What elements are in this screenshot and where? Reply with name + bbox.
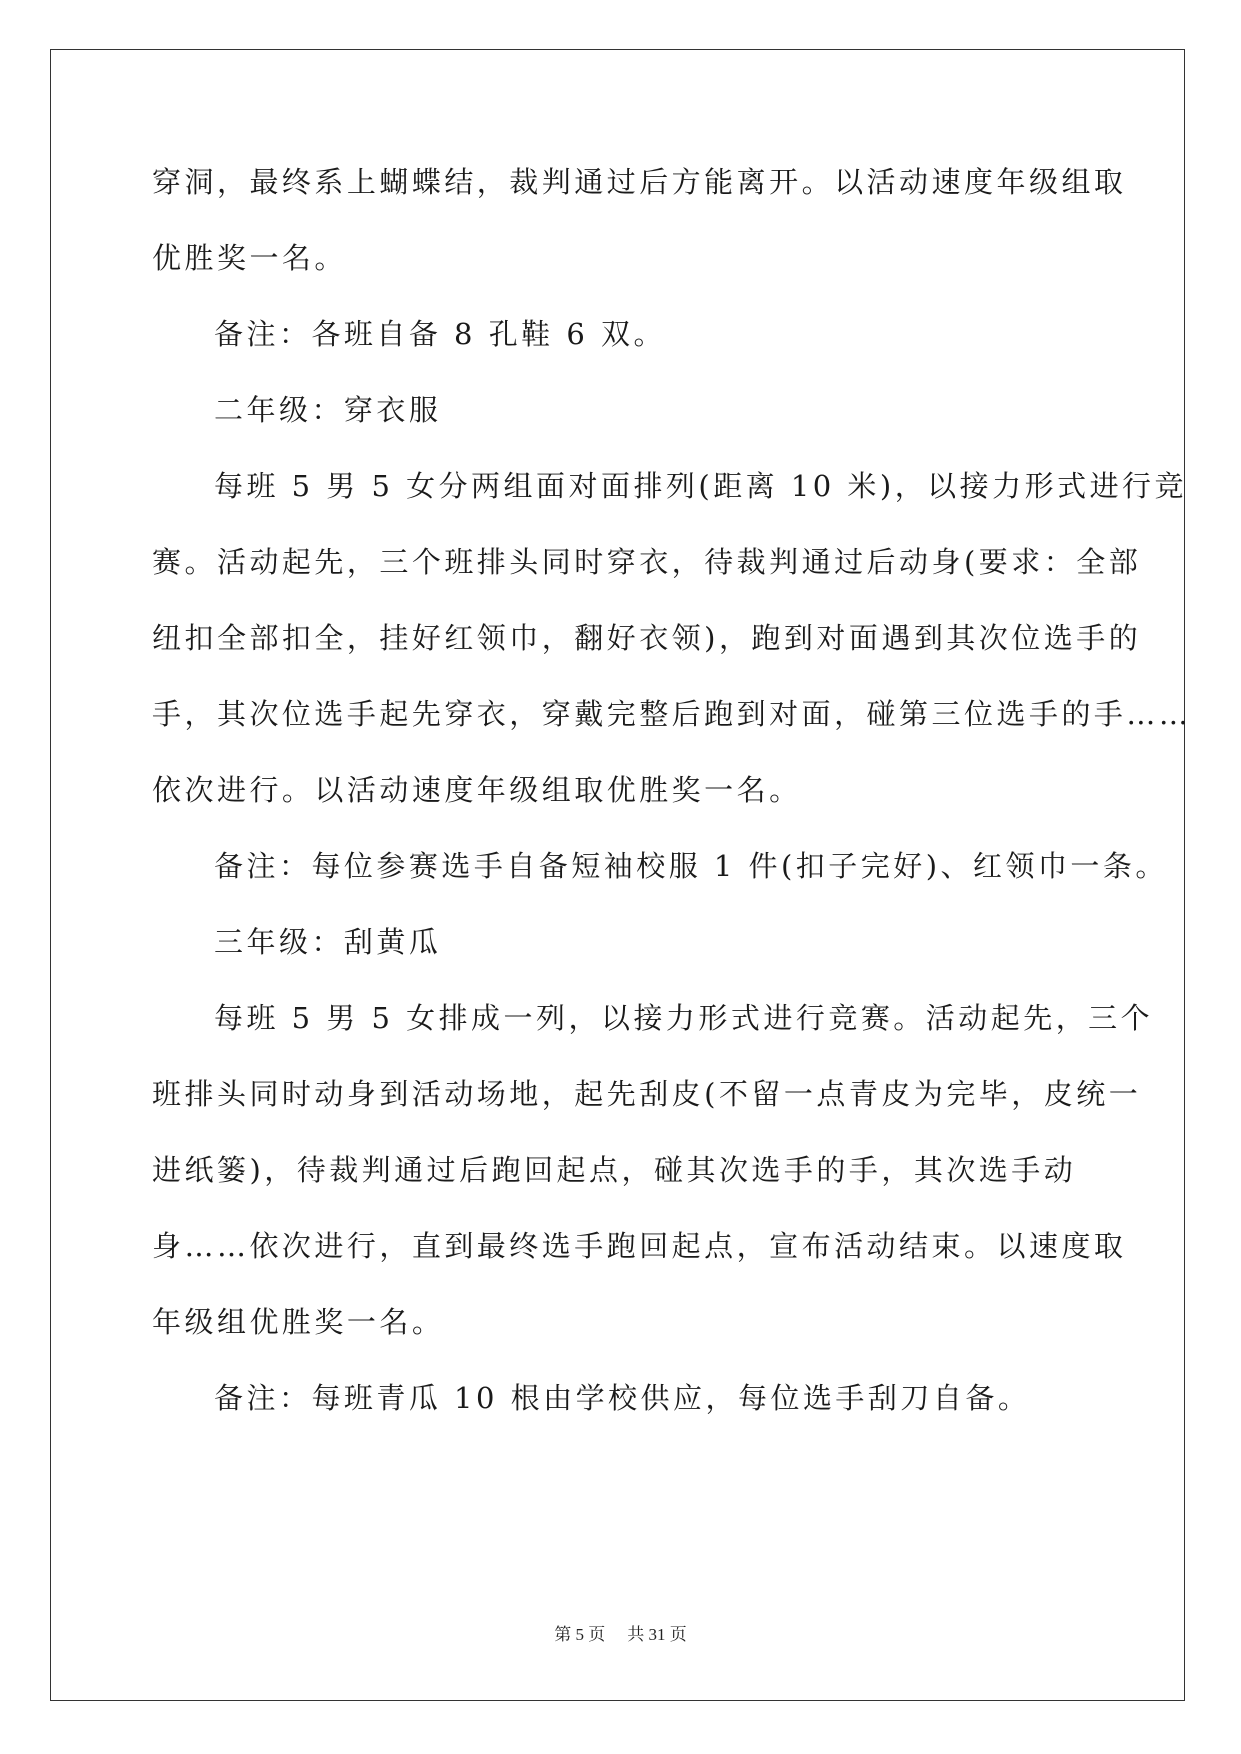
text-line: 手，其次位选手起先穿衣，穿戴完整后跑到对面，碰第三位选手的手……	[152, 697, 1192, 731]
text-line: 纽扣全部扣全，挂好红领巾，翻好衣领)，跑到对面遇到其次位选手的	[152, 621, 1142, 655]
note-line: 备注：每位参赛选手自备短袖校服 1 件(扣子完好)、红领巾一条。	[214, 849, 1168, 883]
text-line: 每班 5 男 5 女排成一列，以接力形式进行竞赛。活动起先，三个	[214, 1001, 1154, 1035]
page-total: 共 31 页	[627, 1625, 687, 1644]
section-heading: 三年级：刮黄瓜	[214, 925, 442, 959]
text-line: 赛。活动起先，三个班排头同时穿衣，待裁判通过后动身(要求：全部	[152, 545, 1142, 579]
text-line: 年级组优胜奖一名。	[152, 1305, 445, 1339]
page-footer	[0, 1624, 1241, 1646]
note-line: 备注：各班自备 8 孔鞋 6 双。	[214, 317, 666, 351]
text-line: 优胜奖一名。	[152, 241, 347, 275]
page-number: 第 5 页	[554, 1625, 606, 1644]
text-line: 身……依次进行，直到最终选手跑回起点，宣布活动结束。以速度取	[152, 1229, 1127, 1263]
note-line: 备注：每班青瓜 10 根由学校供应，每位选手刮刀自备。	[214, 1381, 1031, 1415]
text-line: 班排头同时动身到活动场地，起先刮皮(不留一点青皮为完毕，皮统一	[152, 1077, 1142, 1111]
section-heading: 二年级：穿衣服	[214, 393, 442, 427]
text-line: 依次进行。以活动速度年级组取优胜奖一名。	[152, 773, 802, 807]
text-line: 每班 5 男 5 女分两组面对面排列(距离 10 米)，以接力形式进行竞	[214, 469, 1188, 503]
text-line: 进纸篓)，待裁判通过后跑回起点，碰其次选手的手，其次选手动	[152, 1153, 1077, 1187]
text-line: 穿洞，最终系上蝴蝶结，裁判通过后方能离开。以活动速度年级组取	[152, 165, 1127, 199]
